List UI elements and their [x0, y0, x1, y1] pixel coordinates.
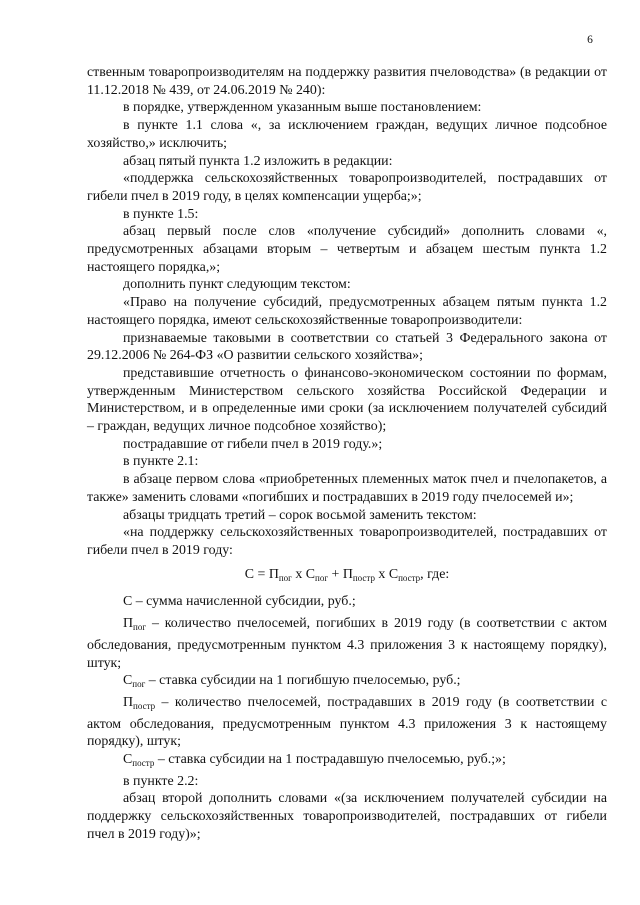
paragraph-15: «на поддержку сельскохозяйственных товаропроизводителей, пострадавших от гибели пчел в 2019 году:	[87, 525, 607, 558]
definition-2: $C_{пог}$ – ставка субсидии на 1 погибшую пчелосемью, руб.;	[123, 673, 461, 690]
paragraph-2: в пункте 1.1 слова «, за исключением граждан, ведущих личное подсобное хозяйство,» исключить;	[87, 118, 607, 151]
paragraph-11: пострадавшие от гибели пчел в 2019 году.»;	[123, 436, 383, 452]
definition-3: $П_{постр}$ – количество пчелосемей, пострадавших в 2019 году (в соответствии с актом обследования, предусмотренным пунктом 4.3 приложения 3 к настоящему порядку), штук;	[87, 694, 607, 750]
definition-1: $П_{пог}$ – количество пчелосемей, погибших в 2019 году (в соответствии с актом обследования, предусмотренным пунктом 4.3 приложения 3 к настоящему порядку), штук;	[87, 616, 607, 671]
document-body	[87, 64, 607, 844]
paragraph-14: абзацы тридцать третий – сорок восьмой заменить текстом:	[123, 507, 477, 523]
paragraph-8: «Право на получение субсидий, предусмотренных абзацем пятым пункта 1.2 настоящего порядка, имеют сельскохозяйственные товаропроизводители:	[87, 295, 607, 328]
paragraph-4: «поддержка сельскохозяйственных товаропроизводителей, пострадавших от гибели пчел в 2019 году, в целях компенсации ущерба;»;	[87, 171, 607, 204]
paragraph-12: в пункте 2.1:	[123, 454, 199, 470]
definition-4: $C_{постр}$ – ставка субсидии на 1 пострадавшую пчелосемью, руб.;»;	[123, 752, 506, 769]
paragraph-0: ственным товаропроизводителям на поддержку развития пчеловодства» (в редакции от 11.12.2018 № 439, от 24.06.2019 № 240):	[87, 65, 607, 98]
paragraph-13: в абзаце первом слова «приобретенных племенных маток пчел и пчелопакетов, а также» заменить словами «погибших и пострадавших в 2019 году пчелосемей и»;	[87, 472, 607, 505]
subsidy-formula: $C = П_{пог}$ x $C_{пог} + П_{постр}$ x $C_{постр}$, где:	[244, 566, 450, 583]
tail-paragraph-0: в пункте 2.2:	[123, 773, 199, 789]
paragraph-6: абзац первый после слов «получение субсидий» дополнить словами «, предусмотренных абзацами вторым – четвертым и абзацем шестым пункта 1.2 настоящего порядка,»;	[87, 224, 607, 275]
paragraph-10: представившие отчетность о финансово-экономическом состоянии по формам, утвержденным Министерством сельского хозяйства Российской Федерации и Министерством, и в определенные ими сроки (за исключением получателей субсидий – граждан, ведущих личное подсобное хозяйство);	[87, 365, 607, 435]
paragraph-3: абзац пятый пункта 1.2 изложить в редакции:	[123, 153, 393, 169]
paragraph-9: признаваемые таковыми в соответствии со статьей 3 Федерального закона от 29.12.2006 № 264-ФЗ «О развитии сельского хозяйства»;	[87, 330, 607, 364]
paragraph-7: дополнить пункт следующим текстом:	[123, 277, 351, 293]
definition-0: C – сумма начисленной субсидии, руб.;	[123, 594, 356, 610]
page-number: 6	[587, 34, 593, 46]
paragraph-1: в порядке, утвержденном указанным выше постановлением:	[123, 100, 482, 116]
tail-paragraph-1: абзац второй дополнить словами «(за исключением получателей субсидии на поддержку сельскохозяйственных товаропроизводителей, пострадавших от гибели пчел в 2019 году)»;	[87, 791, 607, 842]
paragraph-5: в пункте 1.5:	[123, 206, 199, 222]
